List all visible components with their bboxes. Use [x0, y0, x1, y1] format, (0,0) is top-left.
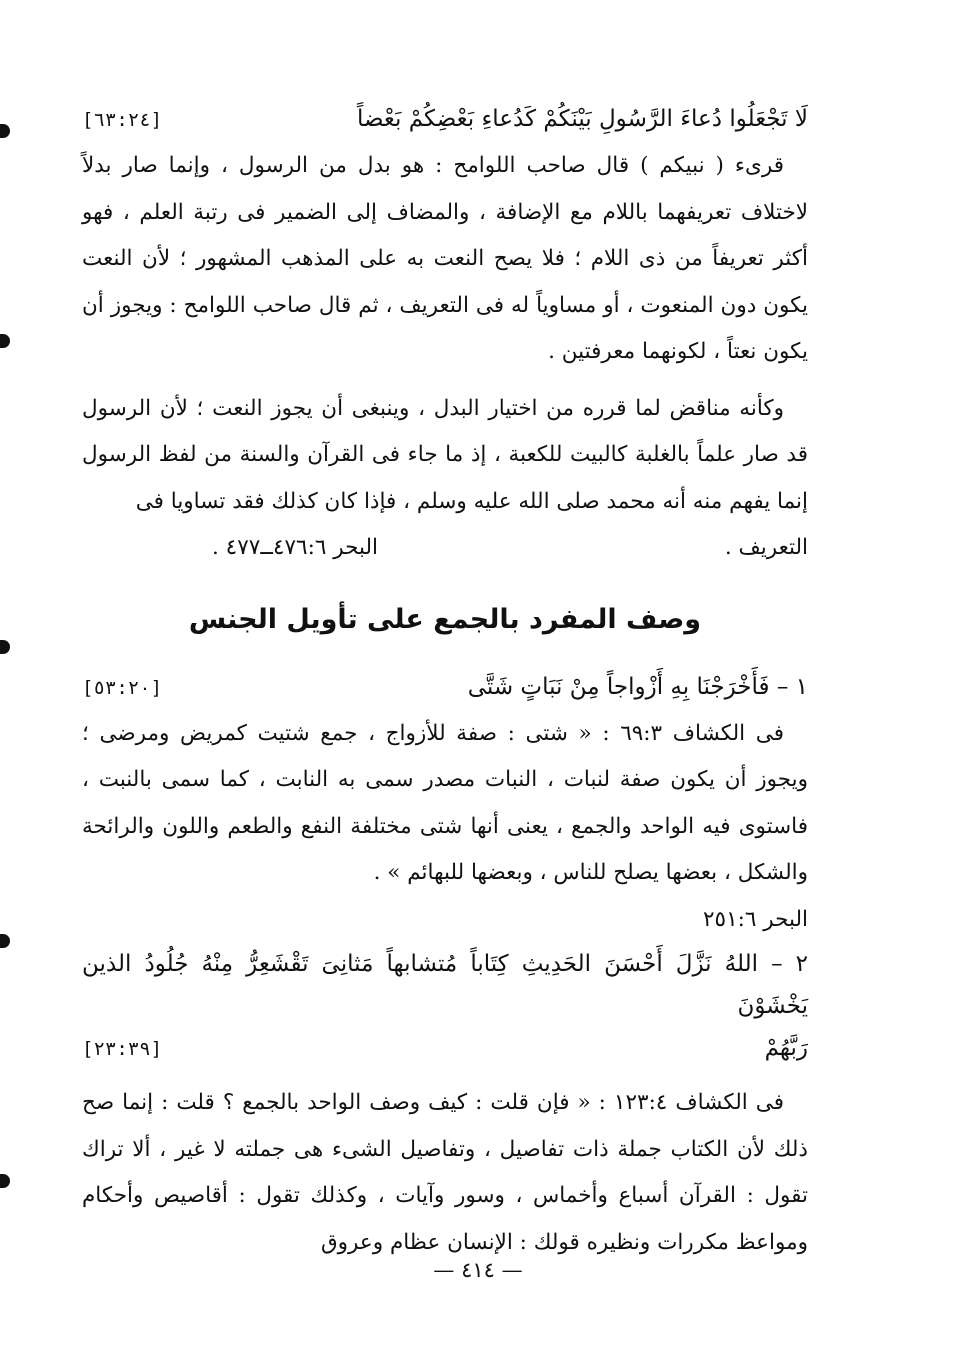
verse-end-line [82, 1027, 808, 1070]
verse-line [82, 664, 808, 711]
source-citation: البحر ٢٥١:٦ [702, 906, 808, 932]
verse-reference: [٢٣:٣٩] [82, 1038, 163, 1060]
verse-line [82, 96, 808, 143]
paragraph: وكأنه مناقض لما قرره من اختيار البدل ، وينبغى أن يجوز النعت ؛ لأن الرسول قد صار علماً بالغلبة كالبيت للكعبة ، إذ ما جاء فى القرآن والسنة من لفظ الرسول إنما يفهم منه أنه محمد صلى الله عليه وسلم ، فإذا كان كذلك فقد تساويا فى [82, 395, 808, 514]
paragraph: فى الكشاف ١٢٣:٤ : « فإن قلت : كيف وصف الواحد بالجمع ؟ قلت : إنما صح ذلك لأن الكتاب جملة ذات تفاصيل ، وتفاصيل الشىء هى جملته لا غير ، ألا تراك تقول : القرآن أسباع وأخماس ، وسور وآيات ، وكذلك تقول : أقاصيص وأحكام ومواعظ مكررات ونظيره قولك : الإنسان عظام وعروق [82, 1090, 808, 1255]
edge-mark [0, 334, 10, 348]
section-heading: وصف المفرد بالجمع على تأويل الجنس [188, 603, 702, 635]
verse-reference: [٦٣:٢٤] [82, 109, 163, 131]
edge-mark [0, 1174, 10, 1188]
paragraph-last-word: التعريف . [724, 535, 808, 560]
verse-block [82, 943, 808, 1070]
edge-mark [0, 640, 10, 654]
verse-text: ١ – فَأَخْرَجْنَا بِهِ أَزْواجاً مِنْ نَبَاتٍ شَتَّى [467, 673, 808, 700]
verse-text: لَا تَجْعَلُوا دُعاءَ الرَّسُولِ بَيْنَكُمْ كَدُعاءِ بَعْضِكُمْ بَعْضاً [356, 106, 808, 132]
page-body [82, 96, 808, 1266]
verse-text-continued: رَبَّهُمْ [764, 1035, 808, 1061]
verse-reference: [٥٣:٢٠] [82, 676, 163, 699]
edge-mark [0, 124, 10, 138]
verse-text: ٢ – اللهُ نَزَّلَ أَحْسَنَ الحَدِيثِ كِتَاباً مُتشابهاً مَثانِىَ تَقْشَعِرُّ مِنْهُ جُلُودُ الذين يَخْشَوْنَ [82, 951, 808, 1019]
source-citation: البحر ٤٧٦:٦ــ٤٧٧ . [212, 535, 378, 560]
page-number: — ٤١٤ — [433, 1258, 523, 1282]
paragraph: قرىء ( نبيكم ) قال صاحب اللوامح : هو بدل من الرسول ، وإنما صار بدلاً لاختلاف تعريفهما باللام مع الإضافة ، والمضاف إلى الضمير فى رتبة العلم ، فهو أكثر تعريفاً من ذى اللام ؛ فلا يصح النعت به على المذهب المشهور ؛ لأن النعت يكون دون المنعوت ، أو مساوياً له فى التعريف ، ثم قال صاحب اللوامح : ويجوز أن يكون نعتاً ، لكونهما معرفتين . [82, 153, 808, 364]
paragraph-end-line [82, 525, 808, 572]
edge-mark [0, 934, 10, 948]
paragraph: فى الكشاف ٦٩:٣ : « شتى : صفة للأزواج ، جمع شتيت كمريض ومرضى ؛ ويجوز أن يكون صفة لنبات ، النبات مصدر سمى به النابت ، كما سمى بالنبت ، فاستوى فيه الواحد والجمع ، يعنى أنها شتى مختلفة النفع والطعم واللون والرائحة والشكل ، بعضها يصلح للناس ، وبعضها للبهائم » . [82, 720, 808, 885]
